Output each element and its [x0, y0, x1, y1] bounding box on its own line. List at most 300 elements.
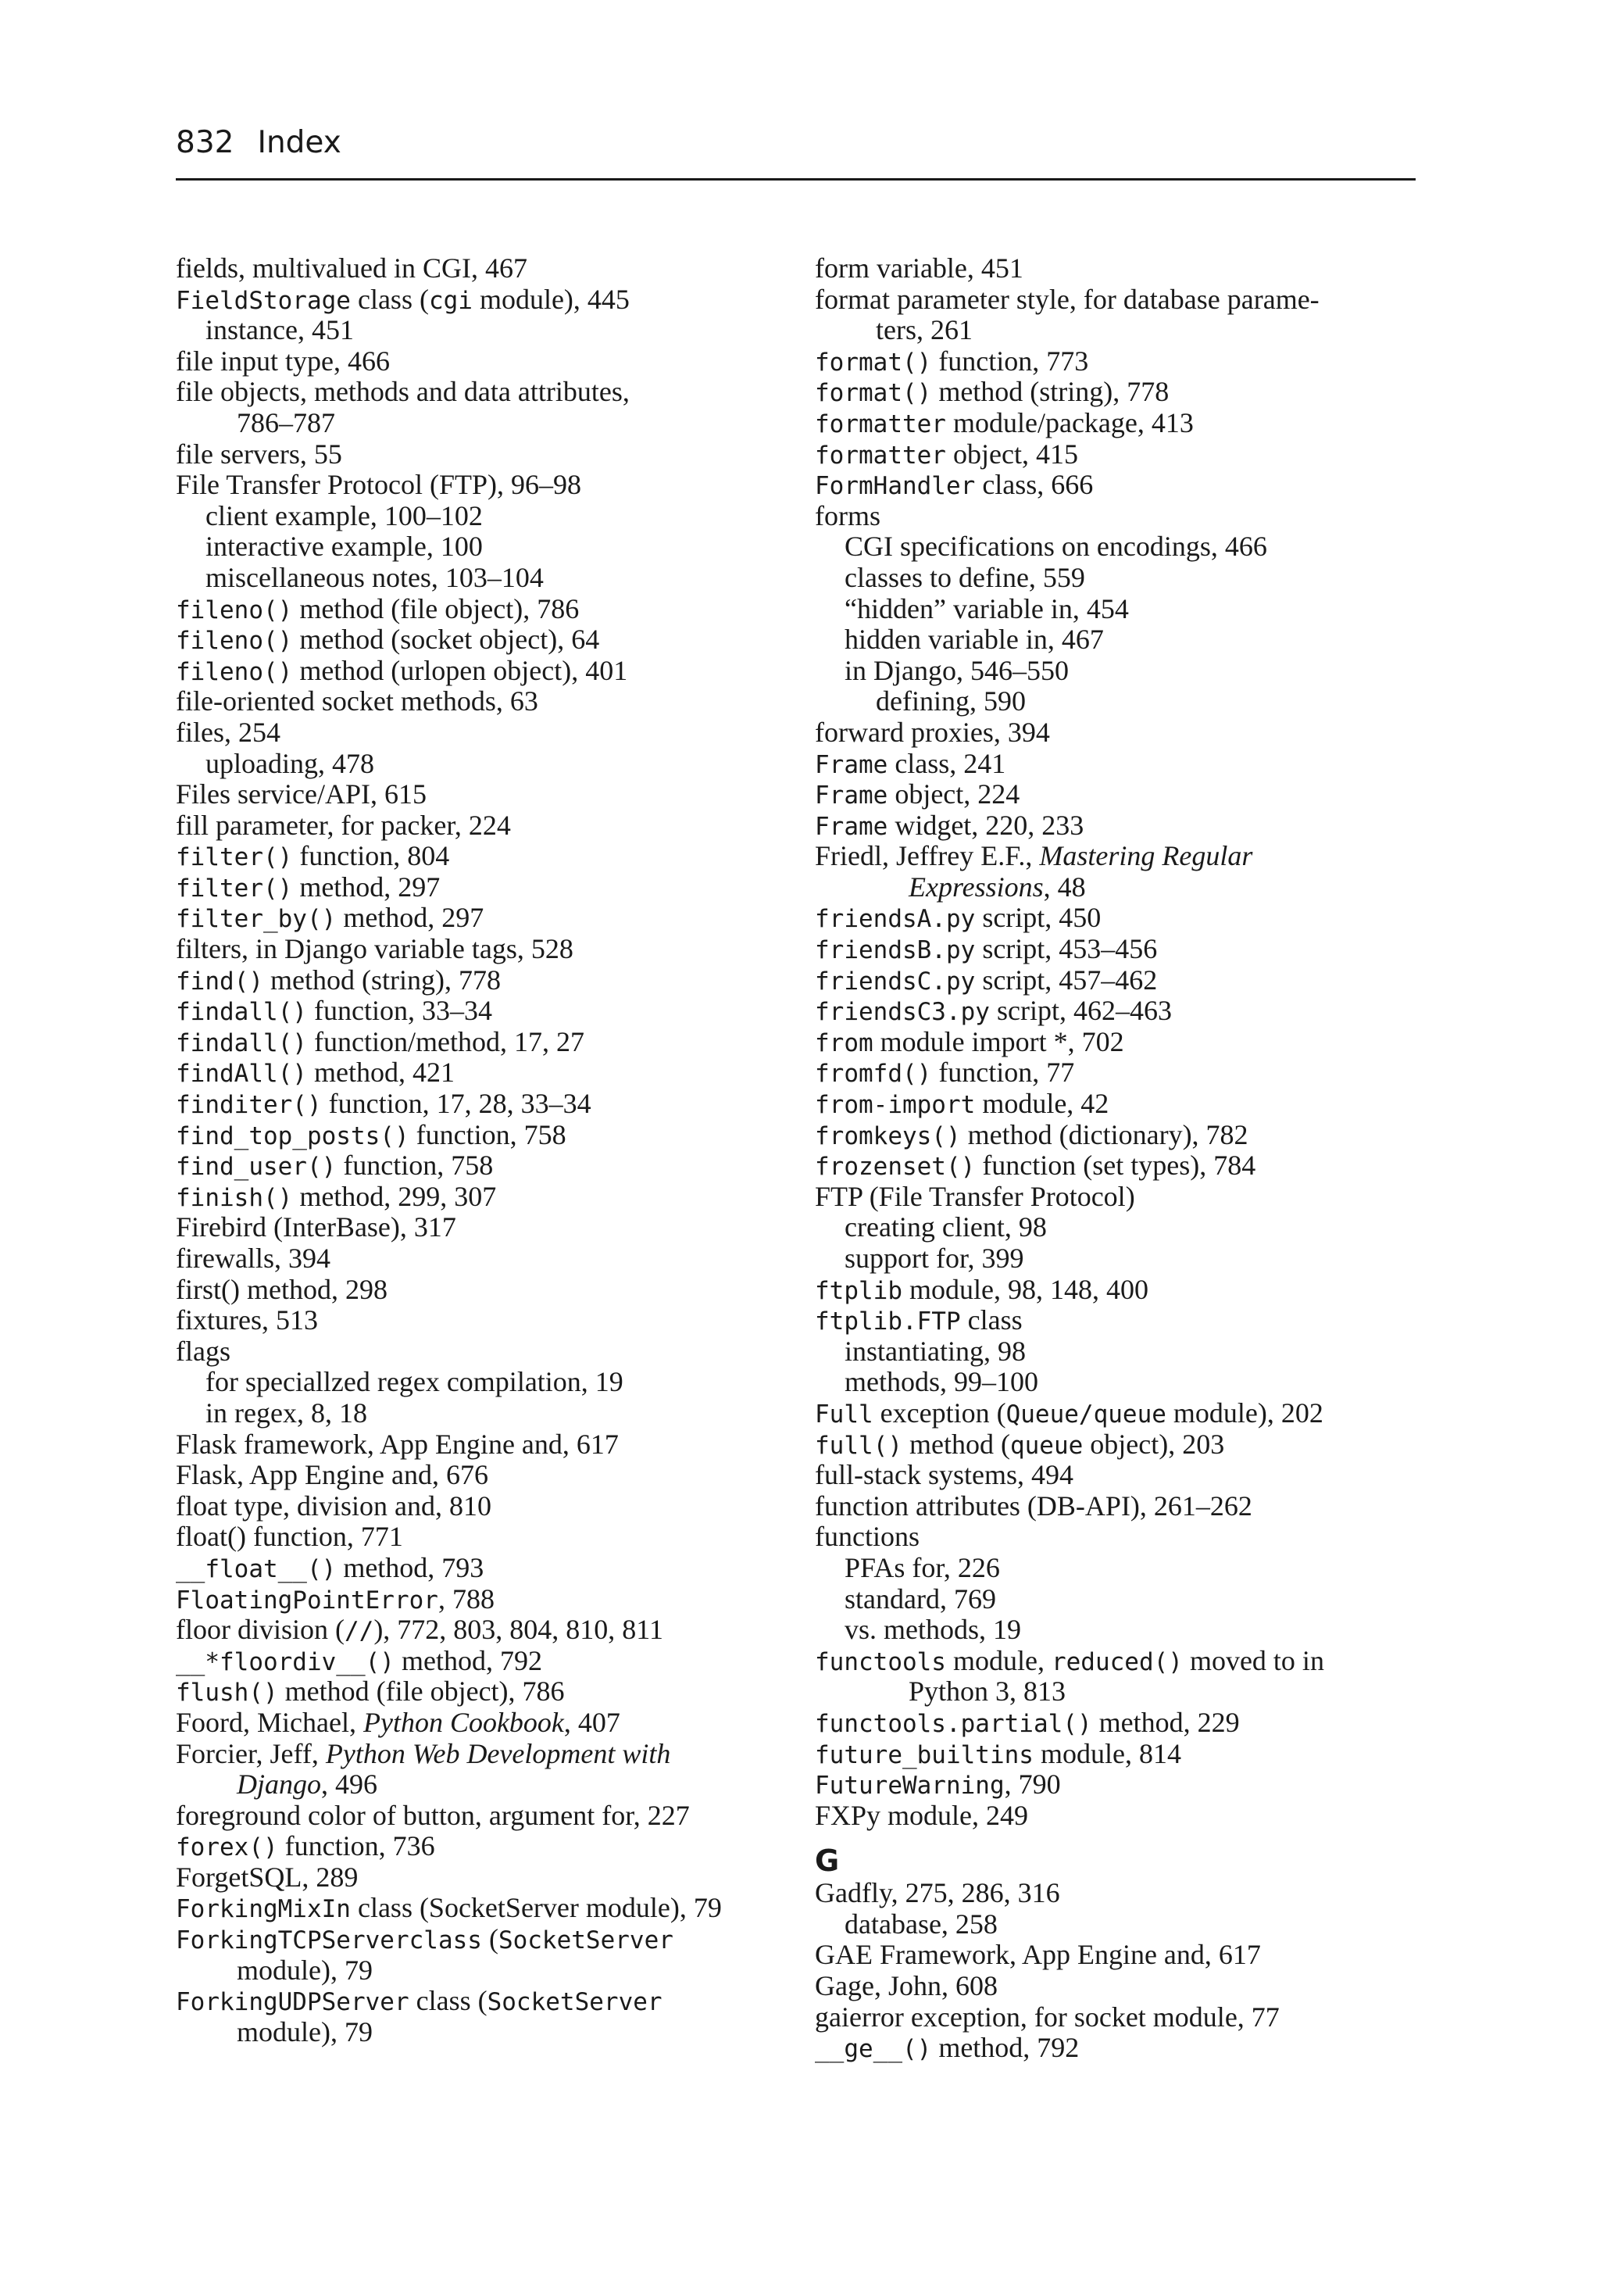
entry-text: Flask framework, App Engine and, 617 [176, 1428, 619, 1460]
entry-text: Firebird (InterBase), 317 [176, 1211, 456, 1243]
entry-text: functions [815, 1521, 920, 1553]
index-entry [815, 1584, 1432, 1615]
index-entry [815, 1739, 1432, 1770]
entry-text: file objects, methods and data attributes, [176, 376, 630, 408]
entry-text: file-oriented socket methods, 63 [176, 685, 538, 717]
entry-text: function, 804 [292, 840, 450, 872]
index-entry [815, 1769, 1432, 1801]
entry-text: , 496 [321, 1768, 377, 1801]
page-number: 832 [176, 125, 234, 160]
code-term: SocketServer [487, 1988, 662, 2017]
index-entry [176, 284, 793, 316]
entry-text: Gage, John, 608 [815, 1970, 998, 2002]
entry-text: module/package, 413 [945, 406, 1194, 438]
index-entry [815, 346, 1432, 377]
entry-text: , 48 [1043, 871, 1086, 903]
index-entry [815, 1909, 1432, 1940]
code-term: find_top_posts() [176, 1121, 409, 1150]
entry-text: forms [815, 499, 880, 531]
entry-text: function (set types), 784 [975, 1150, 1256, 1182]
entry-text: flags [176, 1335, 230, 1367]
entry-text: method, 792 [394, 1644, 542, 1676]
index-entry [815, 686, 1432, 717]
index-entry [815, 1027, 1432, 1058]
index-entry [176, 1212, 793, 1243]
index-entry [176, 1182, 793, 1213]
index-entry [815, 439, 1432, 470]
code-term: friendsC.py [815, 967, 976, 996]
index-entry [176, 624, 793, 656]
entry-text: script, 457–462 [975, 964, 1158, 996]
code-term: FieldStorage [176, 286, 351, 315]
entry-text: class, 241 [888, 747, 1006, 779]
index-entry [176, 1243, 793, 1275]
index-entry [176, 1646, 793, 1677]
index-entry [176, 1120, 793, 1151]
entry-text: hidden variable in, 467 [845, 624, 1104, 656]
index-entry [176, 1336, 793, 1368]
code-term: frozenset() [815, 1153, 976, 1182]
page-title: Index [257, 125, 341, 160]
book-title: Mastering Regular [1039, 840, 1253, 872]
index-entry [815, 1398, 1432, 1429]
code-term: // [344, 1617, 374, 1646]
code-term: friendsC3.py [815, 998, 990, 1027]
index-entry [815, 934, 1432, 965]
code-term: Frame [815, 812, 888, 841]
entry-text: first() method, 298 [176, 1273, 388, 1305]
index-entry [176, 1831, 793, 1862]
index-entry [815, 470, 1432, 501]
index-entry [176, 1398, 793, 1429]
entry-text: files, 254 [176, 716, 280, 748]
entry-text: Gadfly, 275, 286, 316 [815, 1877, 1060, 1909]
index-entry [176, 717, 793, 749]
entry-text: fixtures, 513 [176, 1304, 318, 1336]
index-entry [176, 1862, 793, 1894]
entry-text: database, 258 [845, 1908, 998, 1940]
entry-text: fields, multivalued in CGI, 467 [176, 252, 527, 284]
index-entry [176, 408, 793, 439]
entry-text: instance, 451 [205, 314, 354, 346]
entry-text: widget, 220, 233 [888, 809, 1084, 841]
index-entry [815, 1089, 1432, 1120]
entry-text: defining, 590 [876, 685, 1026, 717]
entry-text: method, 421 [306, 1057, 455, 1089]
entry-text: function, 77 [931, 1057, 1075, 1089]
entry-text: module, 42 [975, 1088, 1109, 1120]
index-entry [176, 965, 793, 996]
entry-text: function, 758 [409, 1118, 566, 1150]
index-entry [815, 2033, 1432, 2064]
index-entry [815, 1646, 1432, 1677]
entry-text: method, 793 [336, 1551, 484, 1583]
index-entry [815, 1553, 1432, 1584]
index-entry [815, 1120, 1432, 1151]
entry-text: object), 203 [1083, 1428, 1225, 1460]
code-term: findall() [176, 1028, 307, 1057]
entry-text: Flask, App Engine and, 676 [176, 1459, 488, 1491]
index-entry [176, 253, 793, 284]
entry-text: instantiating, 98 [845, 1335, 1026, 1367]
index-entry [815, 1801, 1432, 1832]
entry-text: , 407 [563, 1706, 620, 1738]
index-entry [815, 1367, 1432, 1398]
index-entry [176, 1522, 793, 1553]
entry-text: full-stack systems, 494 [815, 1459, 1073, 1491]
index-entry [815, 1150, 1432, 1182]
index-entry [815, 965, 1432, 996]
index-entry [176, 346, 793, 377]
code-term: find() [176, 967, 263, 996]
entry-text: method, 297 [336, 902, 484, 934]
entry-text: forward proxies, 394 [815, 716, 1050, 748]
index-entry [176, 1955, 793, 1987]
entry-text: classes to define, 559 [845, 561, 1085, 593]
index-entry [176, 686, 793, 717]
code-term: finditer() [176, 1091, 322, 1120]
code-term: functools.partial() [815, 1709, 1092, 1738]
entry-text: module import *, 702 [873, 1025, 1124, 1057]
index-entry [176, 1584, 793, 1615]
entry-text: 786–787 [237, 406, 335, 438]
entry-text: class ( [409, 1985, 488, 2017]
index-entry [176, 1924, 793, 1955]
index-column-right [815, 253, 1432, 2064]
index-entry [815, 1708, 1432, 1739]
entry-text: for speciallzed regex compilation, 19 [205, 1366, 623, 1398]
entry-text: ForgetSQL, 289 [176, 1861, 359, 1893]
book-title: Expressions [909, 871, 1044, 903]
book-title: Python Web Development with [325, 1737, 671, 1769]
index-entry [176, 531, 793, 563]
index-entry [176, 841, 793, 872]
code-term: ForkingMixIn [176, 1895, 351, 1924]
index-entry [815, 810, 1432, 842]
code-term: FutureWarning [815, 1772, 1005, 1801]
index-entry [815, 624, 1432, 656]
entry-text: script, 450 [975, 902, 1102, 934]
entry-text: in regex, 8, 18 [205, 1397, 367, 1429]
entry-text: Forcier, Jeff, [176, 1737, 326, 1769]
entry-text: , 790 [1004, 1768, 1061, 1801]
index-entry [176, 1275, 793, 1306]
index-entry [815, 315, 1432, 346]
code-term: Full [815, 1400, 873, 1429]
entry-text: G [815, 1844, 840, 1879]
index-entry [176, 1057, 793, 1089]
entry-text: function, 773 [931, 345, 1089, 377]
code-term: future_builtins [815, 1740, 1034, 1769]
entry-text: PFAs for, 226 [845, 1551, 1000, 1583]
code-term: fromkeys() [815, 1121, 961, 1150]
entry-text: form variable, 451 [815, 252, 1023, 284]
index-entry [176, 470, 793, 501]
code-term: queue [1009, 1431, 1084, 1460]
entry-text: script, 462–463 [989, 995, 1172, 1027]
entry-text: module, 814 [1033, 1737, 1181, 1769]
index-entry [176, 779, 793, 810]
code-term: __float__() [176, 1554, 337, 1583]
index-entry [176, 594, 793, 625]
entry-text: float() function, 771 [176, 1521, 403, 1553]
entry-text: function, 736 [277, 1830, 435, 1862]
entry-text: module), 202 [1166, 1397, 1323, 1429]
index-entry [815, 1615, 1432, 1646]
index-entry [815, 1336, 1432, 1368]
code-term: from [815, 1028, 873, 1057]
entry-text: method (file object), 786 [277, 1676, 565, 1708]
entry-text: vs. methods, 19 [845, 1614, 1022, 1646]
code-term: formatter [815, 409, 946, 438]
code-term: fileno() [176, 657, 293, 686]
index-entry [815, 1676, 1432, 1708]
code-term: forex() [176, 1833, 278, 1862]
code-term: find_user() [176, 1153, 337, 1182]
entry-text: function/method, 17, 27 [306, 1025, 584, 1057]
entry-text: class ( [350, 283, 429, 315]
index-column-left [176, 253, 793, 2047]
entry-text: file servers, 55 [176, 438, 342, 470]
header-rule [176, 178, 1416, 181]
entry-text: object, 415 [945, 438, 1078, 470]
entry-text: methods, 99–100 [845, 1366, 1038, 1398]
entry-text: moved to in [1182, 1644, 1324, 1676]
index-entry [815, 563, 1432, 594]
code-term: friendsA.py [815, 905, 976, 934]
index-entry [176, 934, 793, 965]
index-entry [815, 2002, 1432, 2033]
index-entry [815, 1971, 1432, 2002]
index-entry [176, 1708, 793, 1739]
index-entry [815, 1212, 1432, 1243]
index-entry [176, 1367, 793, 1398]
index-entry [176, 810, 793, 842]
index-entry [815, 1305, 1432, 1336]
index-entry [815, 841, 1432, 872]
code-term: Frame [815, 750, 888, 779]
entry-text: ( [481, 1923, 498, 1955]
index-entry [815, 1878, 1432, 1909]
code-term: finish() [176, 1183, 293, 1212]
index-entry [176, 501, 793, 532]
entry-text: firewalls, 394 [176, 1243, 330, 1274]
letter-gap [815, 1831, 1432, 1844]
entry-text: fill parameter, for packer, 224 [176, 809, 511, 841]
entry-text: method, 297 [292, 871, 441, 903]
entry-text: method, 792 [931, 2032, 1080, 2064]
code-term: flush() [176, 1679, 278, 1708]
entry-text: filters, in Django variable tags, 528 [176, 933, 573, 965]
entry-text: “hidden” variable in, 454 [845, 592, 1129, 624]
entry-text: method, 229 [1091, 1706, 1240, 1738]
running-header [176, 125, 341, 160]
code-term: __ge__() [815, 2035, 932, 2064]
index-entry [815, 1460, 1432, 1491]
index-entry [815, 656, 1432, 687]
entry-text: gaierror exception, for socket module, 77 [815, 2001, 1280, 2033]
index-entry [176, 1429, 793, 1461]
code-term: functools [815, 1647, 946, 1676]
entry-text: CGI specifications on encodings, 466 [845, 531, 1267, 563]
section-letter [815, 1844, 1432, 1878]
entry-text: module), 445 [472, 283, 630, 315]
index-entry [815, 253, 1432, 284]
entry-text: floor division ( [176, 1614, 345, 1646]
entry-text: module, 98, 148, 400 [902, 1273, 1148, 1305]
index-entry [176, 1460, 793, 1491]
entry-text: exception ( [873, 1397, 1006, 1429]
entry-text: method (string), 778 [262, 964, 501, 996]
entry-text: Foord, Michael, [176, 1706, 363, 1738]
code-term: ForkingUDPServer [176, 1988, 409, 2017]
index-entry [815, 1182, 1432, 1213]
index-entry [176, 1027, 793, 1058]
entry-text: class (SocketServer module), 79 [350, 1892, 722, 1924]
book-title: Django [237, 1768, 321, 1801]
code-term: formatter [815, 441, 946, 470]
code-term: __*floordiv__() [176, 1647, 395, 1676]
index-entry [815, 749, 1432, 780]
index-entry [176, 1676, 793, 1708]
entry-text: method (dictionary), 782 [960, 1118, 1248, 1150]
entry-text: miscellaneous notes, 103–104 [205, 561, 544, 593]
code-term: Frame [815, 781, 888, 810]
index-entry [815, 996, 1432, 1027]
index-entry [176, 749, 793, 780]
entry-text: GAE Framework, App Engine and, 617 [815, 1939, 1261, 1971]
code-term: reduced() [1051, 1647, 1183, 1676]
index-entry [176, 377, 793, 408]
entry-text: function, 17, 28, 33–34 [321, 1088, 591, 1120]
index-entry [176, 903, 793, 934]
index-entry [176, 996, 793, 1027]
code-term: ftplib [815, 1276, 902, 1305]
index-entry [176, 1150, 793, 1182]
entry-text: function, 33–34 [306, 995, 492, 1027]
index-entry [176, 1769, 793, 1801]
entry-text: method (string), 778 [931, 376, 1170, 408]
entry-text: method (file object), 786 [292, 592, 580, 624]
entry-text: method (urlopen object), 401 [292, 654, 628, 686]
entry-text: support for, 399 [845, 1243, 1024, 1274]
entry-text: function attributes (DB-API), 261–262 [815, 1490, 1252, 1522]
code-term: from-import [815, 1091, 976, 1120]
index-entry [176, 1615, 793, 1646]
code-term: fromfd() [815, 1060, 932, 1089]
entry-text: , 788 [438, 1583, 495, 1615]
index-entry [176, 1491, 793, 1522]
index-entry [176, 1801, 793, 1832]
code-term: filter_by() [176, 905, 337, 934]
code-term: format() [815, 379, 932, 408]
code-term: format() [815, 348, 932, 377]
code-term: Queue/queue [1005, 1400, 1166, 1429]
entry-text: file input type, 466 [176, 345, 390, 377]
code-term: ForkingTCPServerclass [176, 1926, 482, 1955]
index-entry [176, 1305, 793, 1336]
entry-text: method, 299, 307 [292, 1180, 497, 1212]
index-entry [176, 872, 793, 903]
entry-text: script, 453–456 [975, 933, 1158, 965]
entry-text: Python 3, 813 [909, 1676, 1066, 1708]
entry-text: object, 224 [888, 778, 1020, 810]
index-entry [815, 408, 1432, 439]
index-entry [176, 1986, 793, 2017]
entry-text: function, 758 [336, 1150, 494, 1182]
entry-text: class [960, 1304, 1023, 1336]
entry-text: File Transfer Protocol (FTP), 96–98 [176, 469, 582, 501]
index-entry [815, 872, 1432, 903]
entry-text: FXPy module, 249 [815, 1799, 1029, 1831]
index-entry [815, 1275, 1432, 1306]
index-entry [815, 903, 1432, 934]
entry-text: in Django, 546–550 [845, 654, 1069, 686]
entry-text: interactive example, 100 [205, 531, 483, 563]
index-entry [815, 594, 1432, 625]
index-entry [176, 439, 793, 470]
entry-text: format parameter style, for database parame- [815, 283, 1320, 315]
code-term: fileno() [176, 595, 293, 624]
code-term: friendsB.py [815, 936, 976, 965]
entry-text: creating client, 98 [845, 1211, 1047, 1243]
index-entry [815, 377, 1432, 408]
entry-text: method (socket object), 64 [292, 624, 600, 656]
index-entry [176, 656, 793, 687]
entry-text: module, [945, 1644, 1052, 1676]
code-term: SocketServer [498, 1926, 673, 1955]
entry-text: standard, 769 [845, 1583, 996, 1615]
index-entry [176, 563, 793, 594]
code-term: filter() [176, 843, 293, 872]
index-entry [815, 531, 1432, 563]
entry-text: Files service/API, 615 [176, 778, 427, 810]
entry-text: ), 772, 803, 804, 810, 811 [373, 1614, 663, 1646]
code-term: filter() [176, 874, 293, 903]
index-entry [815, 1940, 1432, 1971]
index-entry [815, 1522, 1432, 1553]
code-term: fileno() [176, 627, 293, 656]
index-entry [815, 1243, 1432, 1275]
code-term: cgi [428, 286, 473, 315]
index-entry [176, 315, 793, 346]
index-entry [815, 1491, 1432, 1522]
index-entry [815, 501, 1432, 532]
code-term: findAll() [176, 1060, 307, 1089]
index-entry [815, 717, 1432, 749]
entry-text: Friedl, Jeffrey E.F., [815, 840, 1040, 872]
index-entry [815, 1429, 1432, 1461]
book-title: Python Cookbook [362, 1706, 564, 1738]
entry-text: module), 79 [237, 1954, 373, 1986]
code-term: FloatingPointError [176, 1586, 438, 1615]
entry-text: method ( [902, 1428, 1010, 1460]
code-term: findall() [176, 998, 307, 1027]
entry-text: uploading, 478 [205, 747, 374, 779]
code-term: ftplib.FTP [815, 1307, 961, 1336]
entry-text: foreground color of button, argument for, 227 [176, 1799, 690, 1831]
index-entry [176, 1739, 793, 1770]
entry-text: FTP (File Transfer Protocol) [815, 1180, 1135, 1212]
entry-text: ters, 261 [876, 314, 973, 346]
entry-text: client example, 100–102 [205, 499, 483, 531]
index-entry [176, 2017, 793, 2048]
code-term: FormHandler [815, 472, 976, 501]
entry-text: float type, division and, 810 [176, 1490, 491, 1522]
index-entry [815, 779, 1432, 810]
index-entry [815, 284, 1432, 316]
index-entry [176, 1089, 793, 1120]
